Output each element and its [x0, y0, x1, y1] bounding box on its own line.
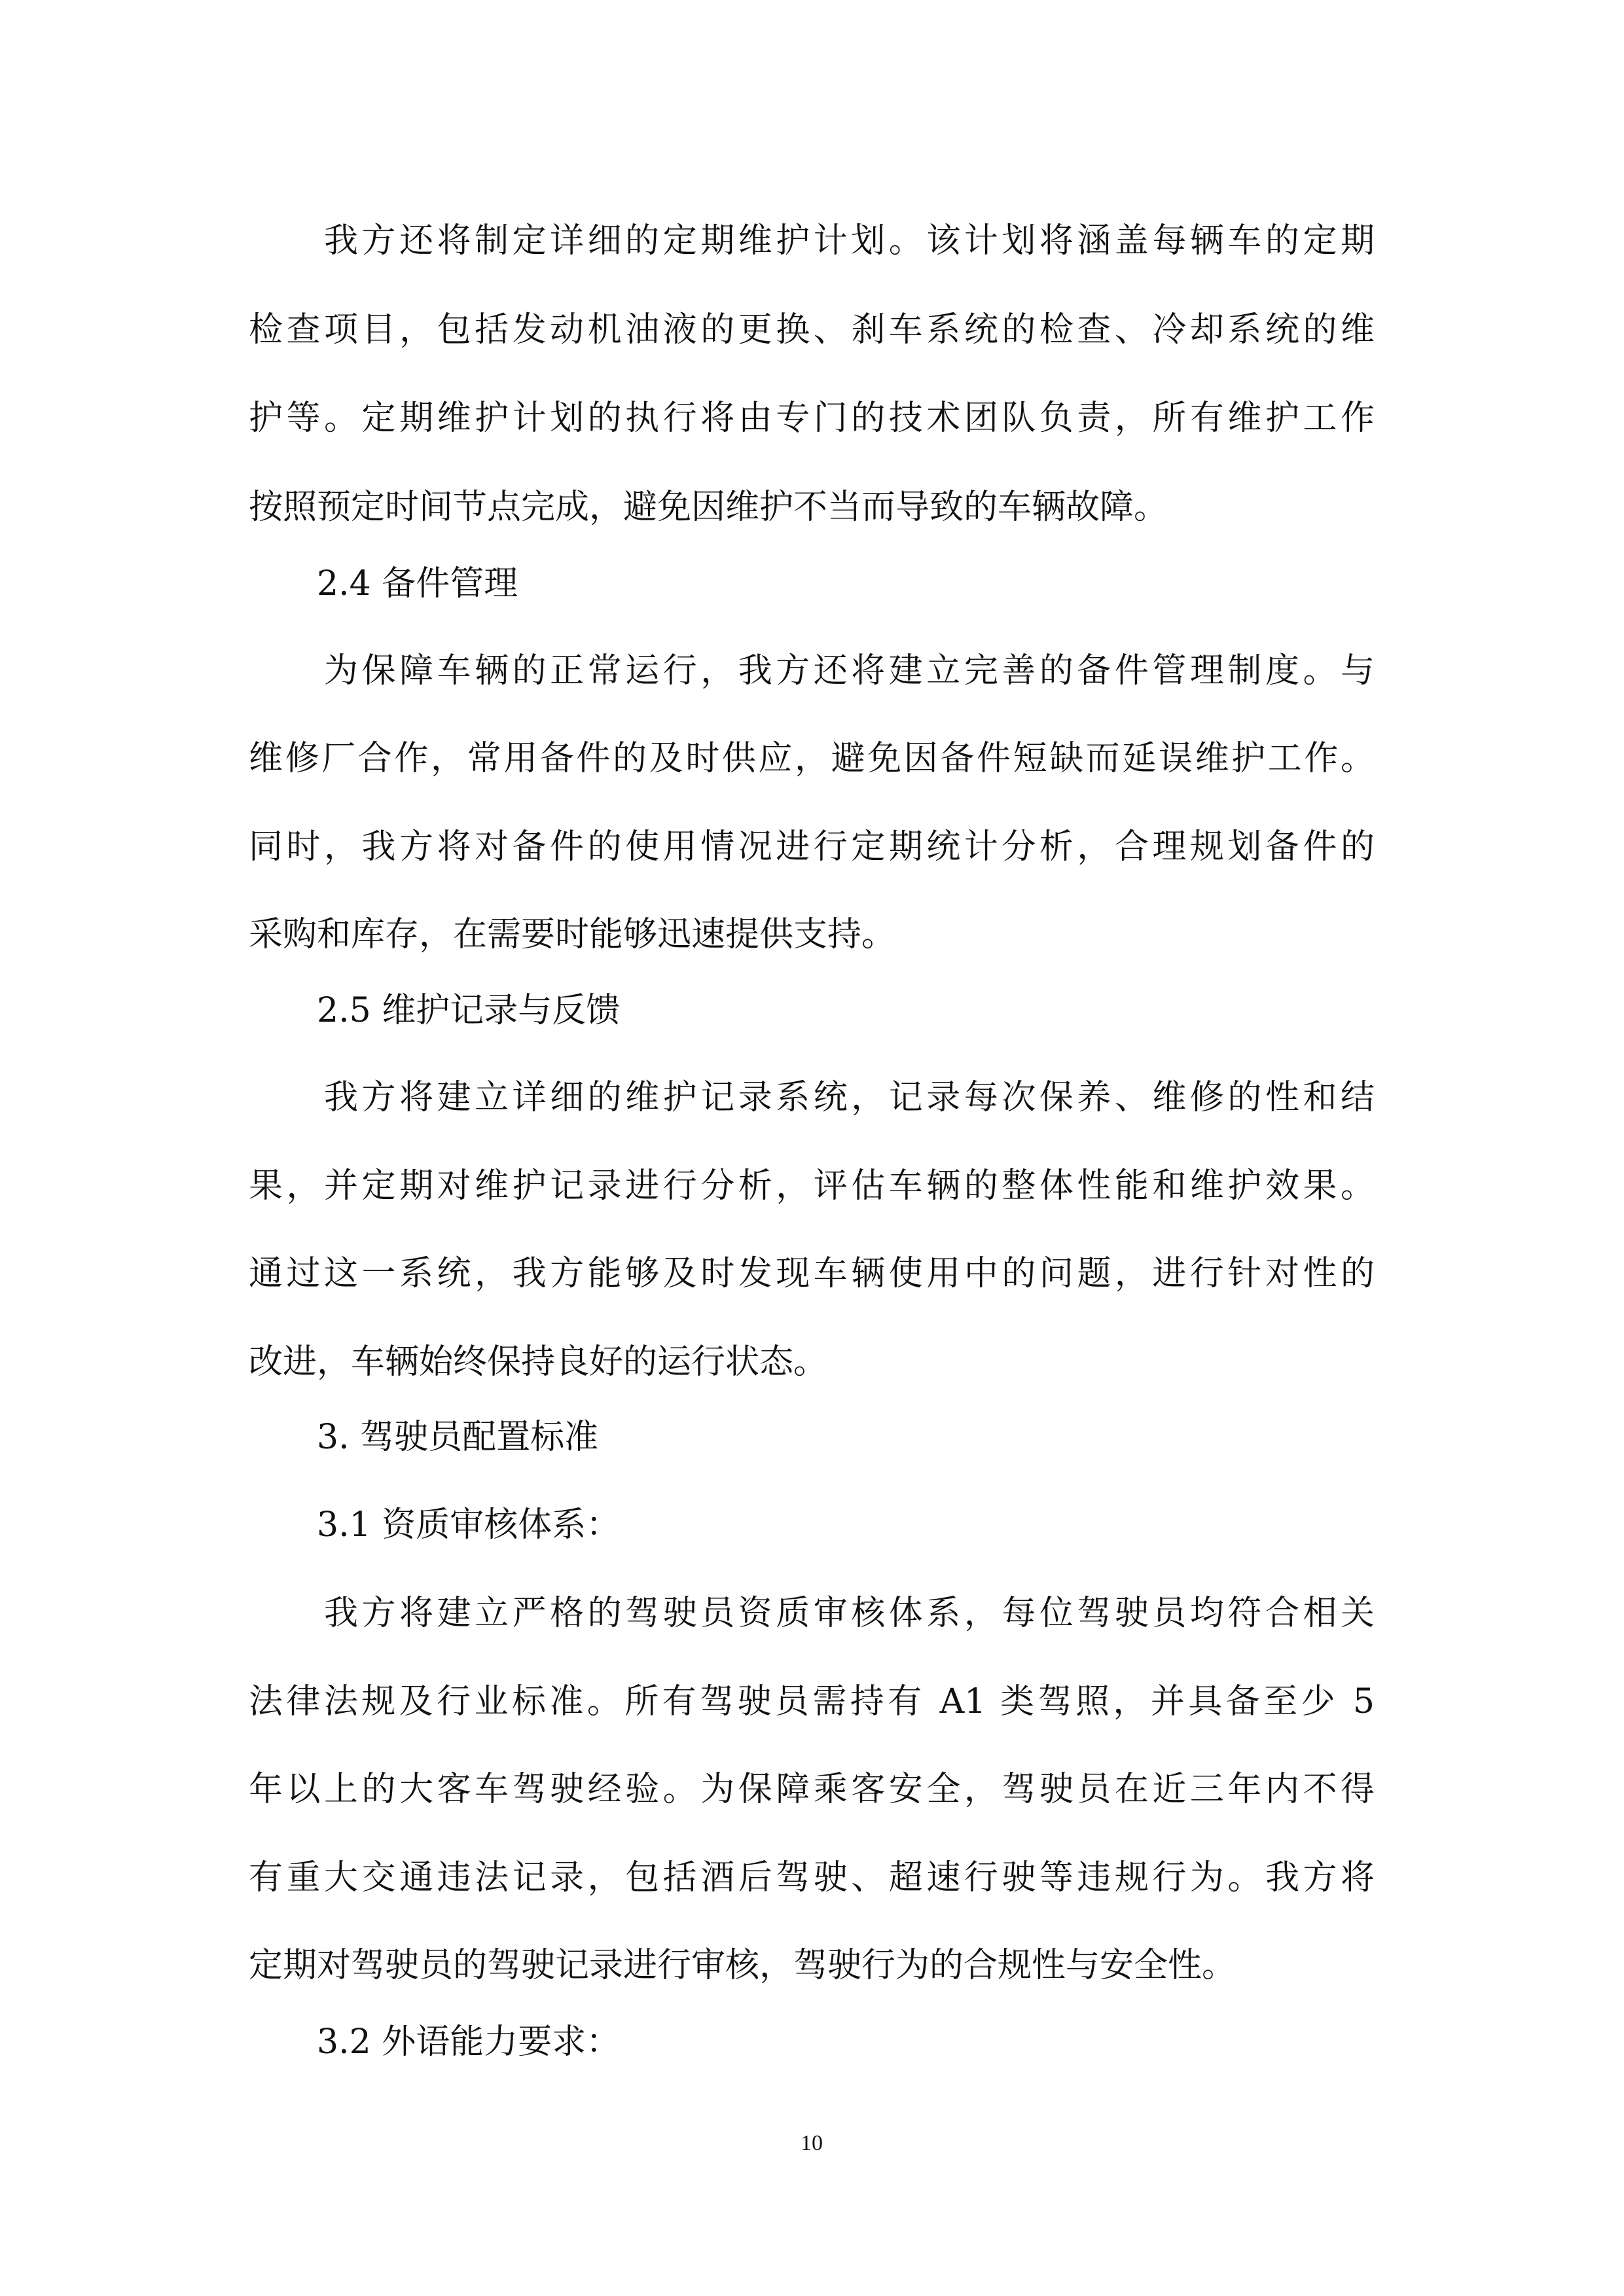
subsection-heading: 3.2 外语能力要求： [249, 2022, 621, 2062]
paragraph-line: 同时，我方将对备件的使用情况进行定期统计分析，合理规划备件的 [249, 827, 1375, 867]
page-number: 10 [801, 2131, 823, 2155]
paragraph-line: 改进，车辆始终保持良好的运行状态。 [249, 1342, 828, 1382]
paragraph-line: 检查项目，包括发动机油液的更换、刹车系统的检查、冷却系统的维 [249, 310, 1375, 350]
paragraph-line: 为保障车辆的正常运行，我方还将建立完善的备件管理制度。与 [249, 651, 1375, 691]
paragraph-line: 年以上的大客车驾驶经验。为保障乘客安全，驾驶员在近三年内不得 [249, 1770, 1375, 1809]
paragraph-line: 护等。定期维护计划的执行将由专门的技术团队负责，所有维护工作 [249, 399, 1375, 438]
paragraph-line: 法律法规及行业标准。所有驾驶员需持有 A1 类驾照，并具备至少 5 [249, 1682, 1375, 1721]
paragraph-line: 果，并定期对维护记录进行分析，评估车辆的整体性能和维护效果。 [249, 1166, 1375, 1206]
section-heading: 2.5 维护记录与反馈 [249, 991, 621, 1030]
paragraph-line: 通过这一系统，我方能够及时发现车辆使用中的问题，进行针对性的 [249, 1254, 1375, 1293]
section-heading: 3. 驾驶员配置标准 [249, 1418, 599, 1457]
subsection-heading: 3.1 资质审核体系： [249, 1505, 621, 1545]
paragraph-line: 我方将建立详细的维护记录系统，记录每次保养、维修的性和结 [249, 1078, 1375, 1117]
section-heading: 2.4 备件管理 [249, 564, 518, 603]
paragraph-line: 我方还将制定详细的定期维护计划。该计划将涵盖每辆车的定期 [249, 221, 1375, 260]
paragraph-line: 定期对驾驶员的驾驶记录进行审核，驾驶行为的合规性与安全性。 [249, 1946, 1236, 1985]
paragraph-line: 有重大交通违法记录，包括酒后驾驶、超速行驶等违规行为。我方将 [249, 1858, 1375, 1897]
paragraph-line: 维修厂合作，常用备件的及时供应，避免因备件短缺而延误维护工作。 [249, 739, 1375, 778]
paragraph-line: 采购和库存，在需要时能够迅速提供支持。 [249, 915, 896, 954]
paragraph-line: 按照预定时间节点完成，避免因维护不当而导致的车辆故障。 [249, 488, 1168, 527]
paragraph-line: 我方将建立严格的驾驶员资质审核体系，每位驾驶员均符合相关 [249, 1594, 1375, 1633]
